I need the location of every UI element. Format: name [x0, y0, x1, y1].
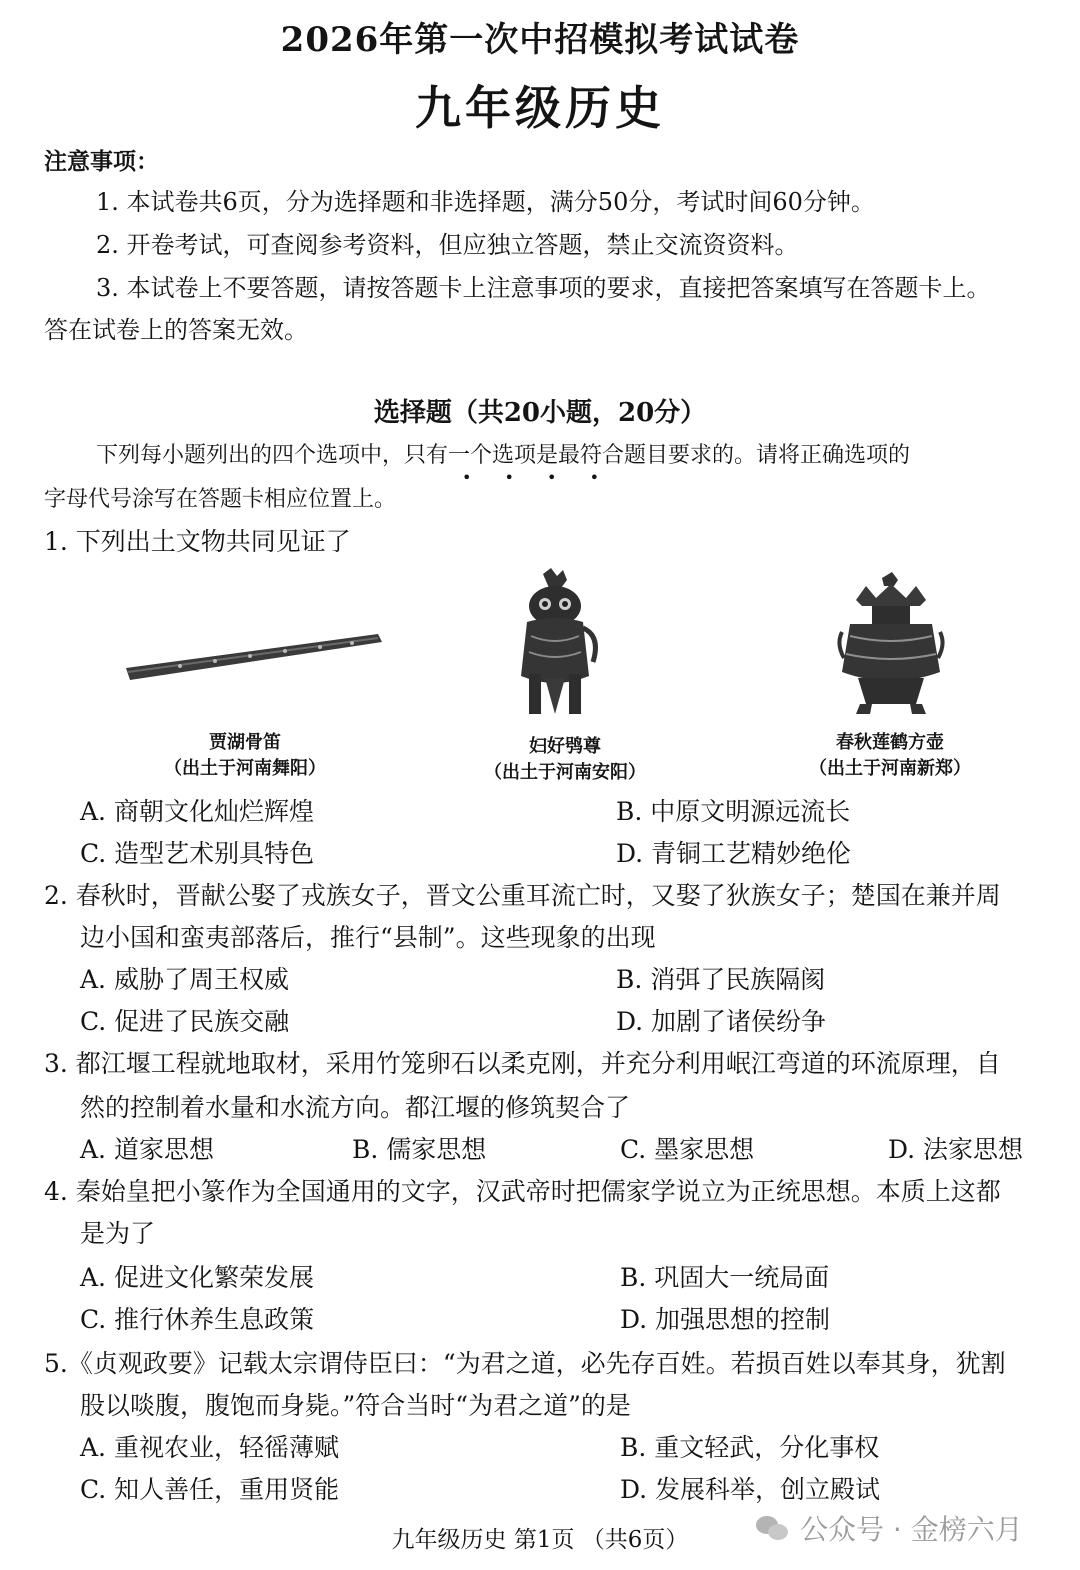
option-b: B. 儒家思想: [352, 1135, 487, 1164]
question-stem: 边小国和蛮夷部落后，推行“县制”。这些现象的出现: [80, 923, 656, 952]
subject-title: 九年级历史: [415, 81, 665, 135]
page-footer: 九年级历史 第1页 （共6页）: [391, 1527, 689, 1553]
option-a: A. 促进文化繁荣发展: [80, 1263, 314, 1292]
question-stem: 然的控制着水量和水流方向。都江堰的修筑契合了: [80, 1093, 631, 1122]
option-c: C. 墨家思想: [620, 1135, 755, 1164]
option-b: B. 巩固大一统局面: [620, 1263, 830, 1292]
option-a: A. 重视农业，轻徭薄赋: [80, 1433, 339, 1462]
option-a: A. 威胁了周王权威: [80, 965, 289, 994]
option-c: C. 推行休养生息政策: [80, 1305, 315, 1334]
question-stem: 股以啖腹，腹饱而身毙。”符合当时“为君之道”的是: [80, 1391, 631, 1420]
owl-zun-image: [505, 566, 605, 721]
artifact-name: 春秋莲鹤方壶: [836, 732, 944, 753]
question-stem: 4. 秦始皇把小篆作为全国通用的文字，汉武帝时把儒家学说立为正统思想。本质上这都: [44, 1177, 1001, 1206]
notice-item: 3. 本试卷上不要答题，请按答题卡上注意事项的要求，直接把答案填写在答题卡上。: [96, 274, 991, 302]
notice-item: 2. 开卷考试，可查阅参考资料，但应独立答题，禁止交流资资料。: [96, 231, 799, 259]
section-heading: 选择题（共20小题，20分）: [373, 398, 707, 428]
wechat-icon: [756, 1514, 790, 1542]
section-instruction: 字母代号涂写在答题卡相应位置上。: [44, 487, 397, 512]
option-d: D. 发展科举，创立殿试: [620, 1475, 881, 1504]
question-stem: 2. 春秋时，晋献公娶了戎族女子，晋文公重耳流亡时，又娶了狄族女子；楚国在兼并周: [44, 881, 1001, 910]
artifact-origin: （出土于河南舞阳）: [164, 758, 326, 779]
option-a: A. 道家思想: [80, 1135, 214, 1164]
artifact-origin: （出土于河南新郑）: [809, 758, 971, 779]
option-d: D. 加剧了诸侯纷争: [616, 1007, 827, 1036]
artifact-name: 妇好鸮尊: [529, 736, 601, 757]
notice-item: 答在试卷上的答案无效。: [44, 316, 308, 344]
question-stem: 5.《贞观政要》记载太宗谓侍臣曰：“为君之道，必先存百姓。若损百姓以奉其身，犹割: [44, 1349, 1006, 1378]
option-c: C. 知人善任，重用贤能: [80, 1475, 340, 1504]
exam-title: 2026年第一次中招模拟考试试卷: [280, 20, 800, 60]
notice-item: 1. 本试卷共6页，分为选择题和非选择题，满分50分，考试时间60分钟。: [96, 188, 875, 216]
option-b: B. 消弭了民族隔阂: [616, 965, 826, 994]
question-stem: 是为了: [80, 1219, 156, 1248]
lotus-crane-pot-image: [836, 572, 946, 717]
option-a: A. 商朝文化灿烂辉煌: [80, 797, 314, 826]
emphasis-dots: • • • •: [462, 468, 614, 487]
option-c: C. 造型艺术别具特色: [80, 839, 315, 868]
option-d: D. 法家思想: [888, 1135, 1024, 1164]
option-b: B. 重文轻武，分化事权: [620, 1433, 880, 1462]
option-d: D. 加强思想的控制: [620, 1305, 831, 1334]
artifact-name: 贾湖骨笛: [209, 732, 281, 753]
artifact-origin: （出土于河南安阳）: [484, 762, 646, 783]
option-d: D. 青铜工艺精妙绝伦: [616, 839, 852, 868]
question-stem: 1. 下列出土文物共同见证了: [44, 527, 351, 556]
bone-flute-image: [120, 620, 390, 690]
question-stem: 3. 都江堰工程就地取材，采用竹笼卵石以柔克刚，并充分利用岷江弯道的环流原理，自: [44, 1049, 1001, 1078]
option-b: B. 中原文明源远流长: [616, 797, 851, 826]
watermark-text: 公众号 · 金榜六月: [800, 1513, 1023, 1546]
section-instruction: 下列每小题列出的四个选项中，只有一个选项是最符合题目要求的。请将正确选项的: [96, 443, 911, 468]
notice-heading: 注意事项：: [44, 148, 159, 175]
option-c: C. 促进了民族交融: [80, 1007, 290, 1036]
watermark: [756, 1508, 1023, 1548]
